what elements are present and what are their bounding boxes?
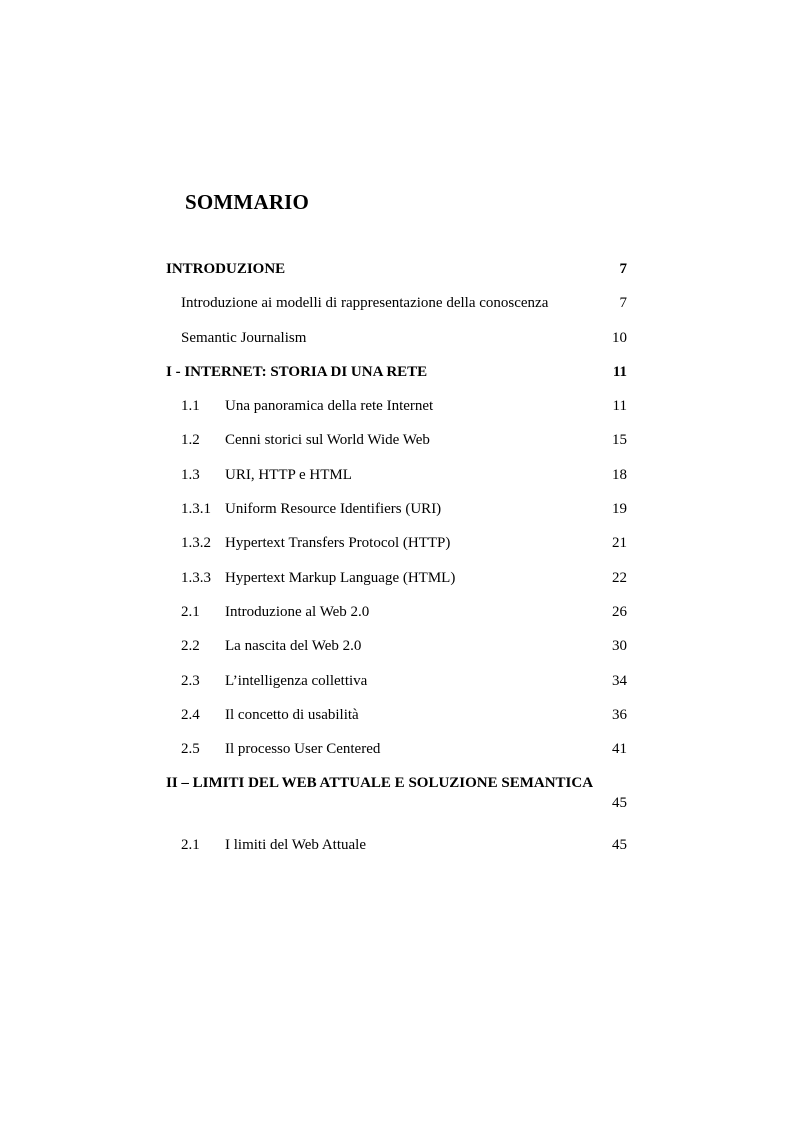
toc-section-number: 1.3.2	[181, 535, 211, 552]
toc-section-number: 2.5	[181, 741, 200, 758]
toc-section-number: 1.3.1	[181, 501, 211, 518]
toc-page-number: 7	[619, 295, 627, 312]
toc-entry	[166, 565, 627, 599]
toc-page-number: 18	[612, 466, 627, 483]
toc-entry-label: I limiti del Web Attuale	[225, 836, 366, 853]
toc-section-number: 2.4	[181, 706, 200, 723]
toc-entry-chapter-2-page	[166, 797, 627, 831]
toc-entry	[166, 393, 627, 427]
toc-page-number: 36	[612, 706, 627, 723]
toc-entry	[166, 668, 627, 702]
toc-entry	[166, 496, 627, 530]
toc-entry-label: Il concetto di usabilità	[225, 706, 359, 723]
toc-entry-label: Hypertext Markup Language (HTML)	[225, 569, 456, 586]
toc-entry-chapter-1	[166, 359, 627, 393]
toc-entry-label: II – LIMITI DEL WEB ATTUALE E SOLUZIONE SEMANTICA	[166, 775, 594, 792]
toc-entry-label: Una panoramica della rete Internet	[225, 398, 434, 415]
toc-entry-label: I - INTERNET: STORIA DI UNA RETE	[166, 363, 428, 380]
toc-page-number: 10	[612, 329, 627, 346]
toc-page-number: 45	[612, 836, 627, 853]
toc-entry	[166, 736, 627, 770]
toc-entry-label: URI, HTTP e HTML	[225, 466, 352, 483]
toc-page-number: 30	[612, 638, 627, 655]
toc-entry-label: Introduzione al Web 2.0	[225, 603, 370, 620]
table-of-contents	[166, 256, 627, 866]
toc-page-number: 21	[612, 535, 627, 552]
toc-entry-label: La nascita del Web 2.0	[225, 638, 362, 655]
toc-entry-label: Cenni storici sul World Wide Web	[225, 432, 430, 449]
toc-section-number: 1.2	[181, 432, 200, 449]
toc-section-number: 2.1	[181, 603, 200, 620]
toc-entry-label: INTRODUZIONE	[166, 261, 286, 277]
toc-entry	[166, 427, 627, 461]
toc-entry	[166, 462, 627, 496]
toc-entry	[166, 530, 627, 564]
toc-section-number: 2.1	[181, 836, 200, 853]
toc-entry-label: Il processo User Centered	[225, 741, 381, 758]
toc-entry-label: Uniform Resource Identifiers (URI)	[225, 501, 442, 518]
toc-entry-modelli	[166, 290, 627, 324]
toc-entry-label: Semantic Journalism	[181, 329, 307, 346]
toc-page-number: 45	[612, 795, 627, 812]
toc-entry	[166, 599, 627, 633]
toc-section-number: 1.3.3	[181, 569, 211, 586]
toc-section-number: 1.3	[181, 466, 200, 483]
toc-page-number: 11	[612, 363, 627, 380]
toc-entry-chapter-2	[166, 770, 627, 797]
toc-page-number: 22	[612, 569, 627, 586]
toc-entry-semantic-journalism	[166, 325, 627, 359]
toc-page-number: 15	[612, 432, 627, 449]
toc-page-number: 26	[612, 603, 627, 620]
toc-entry-label: L’intelligenza collettiva	[225, 672, 368, 689]
toc-section-number: 2.3	[181, 672, 200, 689]
toc-page-number: 34	[612, 672, 627, 689]
toc-page-number: 41	[612, 741, 627, 758]
toc-entry	[166, 702, 627, 736]
toc-page-number: 7	[619, 261, 627, 277]
toc-entry	[166, 832, 627, 866]
toc-entry-label: Introduzione ai modelli di rappresentazione della conoscenza	[181, 295, 549, 312]
page-title: SOMMARIO	[185, 190, 310, 214]
toc-page-number: 19	[612, 501, 627, 518]
toc-entry	[166, 633, 627, 667]
toc-section-number: 2.2	[181, 638, 200, 655]
toc-page-number: 11	[612, 398, 627, 415]
toc-entry-label: Hypertext Transfers Protocol (HTTP)	[225, 535, 451, 552]
toc-section-number: 1.1	[181, 398, 200, 415]
toc-entry-introduzione	[166, 256, 627, 290]
